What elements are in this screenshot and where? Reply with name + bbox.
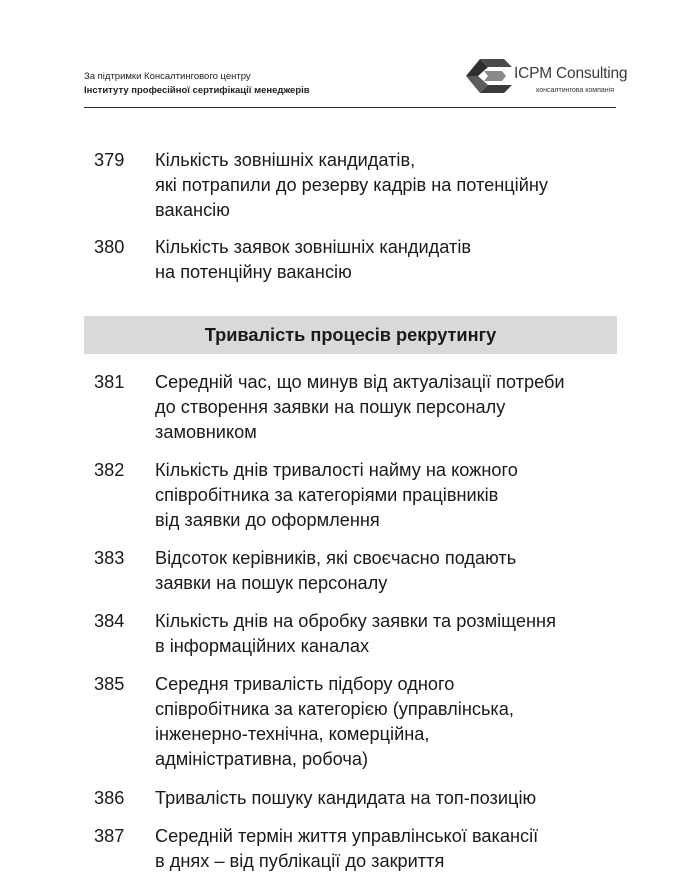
item-text bbox=[155, 546, 625, 596]
item-text-line: вакансію bbox=[155, 200, 230, 220]
item-text bbox=[155, 824, 625, 874]
item-text-line: Відсоток керівників, які своєчасно подають bbox=[155, 548, 517, 568]
item-text bbox=[155, 672, 625, 772]
item-text bbox=[155, 786, 625, 811]
item-number: 381 bbox=[94, 372, 125, 392]
item-text-line: замовником bbox=[155, 422, 257, 442]
item-number: 382 bbox=[94, 460, 125, 480]
item-text-line: на потенційну вакансію bbox=[155, 262, 352, 282]
section-heading-bar bbox=[84, 316, 617, 354]
item-text-line: заявки на пошук персоналу bbox=[155, 573, 388, 593]
item-text-line: до створення заявки на пошук персоналу bbox=[155, 397, 506, 417]
item-number: 379 bbox=[94, 150, 125, 170]
item-text-line: співробітника за категоріями працівників bbox=[155, 485, 499, 505]
item-number: 383 bbox=[94, 548, 125, 568]
item-text-line: які потрапили до резерву кадрів на потенційну bbox=[155, 175, 549, 195]
item-text-line: Тривалість пошуку кандидата на топ-позицію bbox=[155, 788, 537, 808]
item-text-line: співробітника за категорією (управлінська, bbox=[155, 699, 514, 719]
item-text-line: Середня тривалість підбору одного bbox=[155, 674, 455, 694]
section-title: Тривалість процесів рекрутингу bbox=[204, 325, 497, 345]
item-text-line: в днях – від публікації до закриття bbox=[155, 851, 445, 871]
item-number: 386 bbox=[94, 788, 125, 808]
item-number: 384 bbox=[94, 611, 125, 631]
item-text-line: інженерно-технічна, комерційна, bbox=[155, 724, 430, 744]
item-number: 387 bbox=[94, 826, 125, 846]
header-line-2: Інституту професійної сертифікації менеджерів bbox=[84, 85, 310, 96]
item-text-line: від заявки до оформлення bbox=[155, 510, 380, 530]
logo-subtitle: консалтингова компанія bbox=[536, 87, 614, 94]
icpm-logo-mark-icon bbox=[464, 57, 516, 95]
item-text-line: Кількість днів тривалості найму на кожного bbox=[155, 460, 518, 480]
header-caption bbox=[84, 70, 310, 98]
item-text-line: Середній термін життя управлінської вакансії bbox=[155, 826, 539, 846]
item-text bbox=[155, 370, 625, 445]
item-text bbox=[155, 609, 625, 659]
logo-name: ICPM Consulting bbox=[514, 65, 628, 82]
item-text bbox=[155, 458, 625, 533]
item-number: 385 bbox=[94, 674, 125, 694]
item-text-line: Кількість заявок зовнішніх кандидатів bbox=[155, 237, 472, 257]
icpm-logo bbox=[464, 55, 628, 101]
item-text-line: Кількість зовнішніх кандидатів, bbox=[155, 150, 416, 170]
page-header bbox=[84, 55, 628, 108]
item-text-line: Середній час, що минув від актуалізації потреби bbox=[155, 372, 565, 392]
header-line-1: За підтримки Консалтингового центру bbox=[84, 71, 251, 82]
item-text-line: Кількість днів на обробку заявки та розміщення bbox=[155, 611, 556, 631]
item-text-line: адміністративна, робоча) bbox=[155, 749, 369, 769]
item-number: 380 bbox=[94, 237, 125, 257]
item-text bbox=[155, 148, 625, 223]
item-text bbox=[155, 235, 625, 285]
item-text-line: в інформаційних каналах bbox=[155, 636, 370, 656]
